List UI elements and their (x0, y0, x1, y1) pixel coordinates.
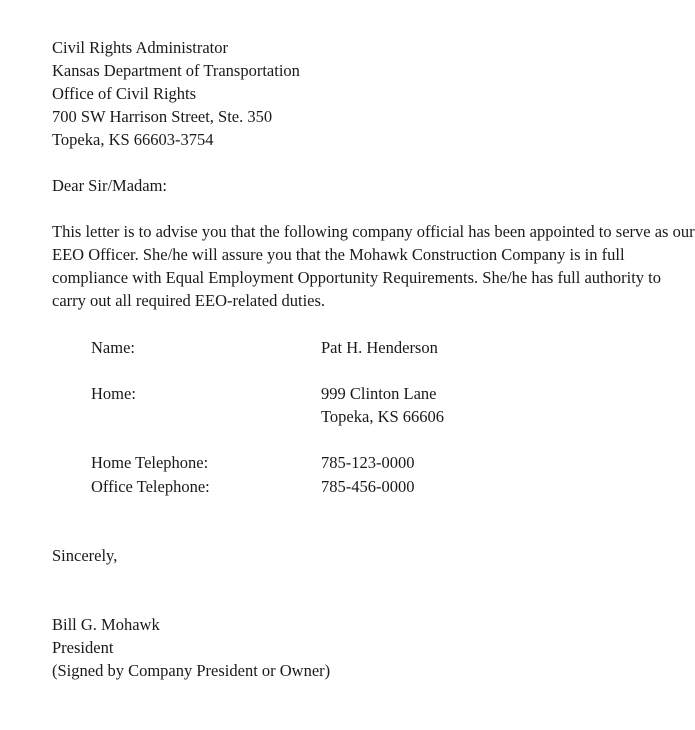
office-telephone-value: 785-456-0000 (321, 477, 415, 496)
recipient-line-1: Civil Rights Administrator (52, 38, 229, 57)
signatory-name: Bill G. Mohawk (52, 615, 160, 634)
body-line-4: carry out all required EEO-related duties. (52, 291, 326, 310)
body-line-1: This letter is to advise you that the following company official has been appointed to serve as our (52, 222, 695, 241)
home-address-line-1: 999 Clinton Lane (321, 384, 437, 403)
salutation: Dear Sir/Madam: (52, 176, 168, 195)
home-telephone-label: Home Telephone: (91, 453, 209, 472)
recipient-line-3: Office of Civil Rights (52, 84, 197, 103)
recipient-line-2: Kansas Department of Transportation (52, 61, 300, 80)
recipient-line-4: 700 SW Harrison Street, Ste. 350 (52, 107, 273, 126)
home-telephone-value: 785-123-0000 (321, 453, 415, 472)
recipient-line-5: Topeka, KS 66603-3754 (52, 130, 214, 149)
name-label: Name: (91, 338, 135, 357)
home-address-line-2: Topeka, KS 66606 (321, 407, 445, 426)
name-value: Pat H. Henderson (321, 338, 438, 357)
closing: Sincerely, (52, 546, 118, 565)
home-label: Home: (91, 384, 136, 403)
body-line-2: EEO Officer. She/he will assure you that the Mohawk Construction Company is in full (52, 245, 625, 264)
body-line-3: compliance with Equal Employment Opportunity Requirements. She/he has full authority to (52, 268, 662, 287)
signatory-title: President (52, 638, 114, 657)
office-telephone-label: Office Telephone: (91, 477, 210, 496)
signature-note: (Signed by Company President or Owner) (52, 661, 331, 680)
